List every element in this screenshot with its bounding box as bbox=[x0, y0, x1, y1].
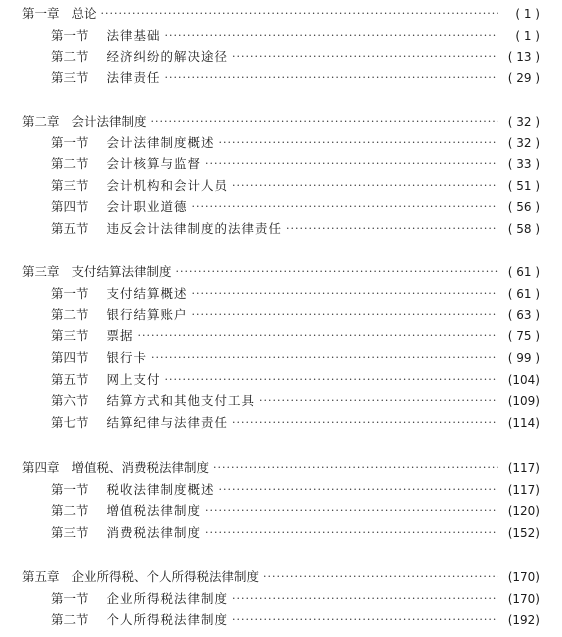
entry-title: 银行卡 bbox=[106, 350, 148, 365]
toc-section-entry[interactable] bbox=[51, 177, 540, 195]
entry-number: 第三章 bbox=[22, 264, 60, 279]
leader-dots bbox=[213, 459, 498, 477]
toc-section-entry[interactable] bbox=[51, 155, 540, 173]
toc-section-entry[interactable] bbox=[51, 502, 540, 520]
entry-page-number: ( 63 ) bbox=[507, 308, 540, 322]
leader-dots bbox=[165, 69, 498, 87]
entry-page-number: (104) bbox=[507, 373, 540, 387]
toc-section-entry[interactable] bbox=[51, 349, 540, 367]
leader-dots bbox=[205, 502, 498, 520]
entry-number: 第二节 bbox=[51, 156, 89, 171]
leader-dots bbox=[151, 349, 498, 367]
entry-page-number: ( 13 ) bbox=[507, 50, 540, 64]
toc-section-entry[interactable] bbox=[51, 371, 540, 389]
toc-chapter-entry[interactable] bbox=[22, 263, 540, 281]
entry-page-number: ( 51 ) bbox=[507, 179, 540, 193]
entry-page-number: ( 58 ) bbox=[507, 222, 540, 236]
entry-page-number: (117) bbox=[507, 461, 540, 475]
toc-section-entry[interactable] bbox=[51, 220, 540, 238]
leader-dots bbox=[219, 481, 498, 499]
entry-title: 法律责任 bbox=[106, 70, 161, 85]
toc-section-entry[interactable] bbox=[51, 392, 540, 410]
entry-title: 会计职业道德 bbox=[106, 199, 188, 214]
entry-number: 第三节 bbox=[51, 178, 89, 193]
leader-dots bbox=[232, 414, 498, 432]
entry-number: 第一节 bbox=[51, 135, 89, 150]
entry-title: 结算方式和其他支付工具 bbox=[106, 393, 256, 408]
entry-title: 消费税法律制度 bbox=[106, 525, 202, 540]
entry-title: 增值税法律制度 bbox=[106, 503, 202, 518]
entry-title: 会计核算与监督 bbox=[106, 156, 202, 171]
toc-section-entry[interactable] bbox=[51, 27, 540, 45]
entry-number: 第三节 bbox=[51, 328, 89, 343]
entry-title: 企业所得税、个人所得税法律制度 bbox=[71, 569, 260, 584]
entry-title: 个人所得税法律制度 bbox=[106, 612, 229, 627]
leader-dots bbox=[219, 134, 498, 152]
entry-title: 票据 bbox=[106, 328, 134, 343]
entry-number: 第二节 bbox=[51, 307, 89, 322]
toc-chapter-entry[interactable] bbox=[22, 568, 540, 586]
leader-dots bbox=[151, 113, 498, 131]
entry-number: 第一章 bbox=[22, 6, 60, 21]
entry-title: 总论 bbox=[71, 6, 97, 21]
leader-dots bbox=[263, 568, 498, 586]
entry-number: 第一节 bbox=[51, 482, 89, 497]
entry-title: 结算纪律与法律责任 bbox=[106, 415, 229, 430]
entry-page-number: ( 99 ) bbox=[507, 351, 540, 365]
entry-page-number: (170) bbox=[507, 592, 540, 606]
toc-section-entry[interactable] bbox=[51, 327, 540, 345]
leader-dots bbox=[176, 263, 498, 281]
toc-section-entry[interactable] bbox=[51, 134, 540, 152]
leader-dots bbox=[205, 155, 498, 173]
entry-page-number: ( 75 ) bbox=[507, 329, 540, 343]
leader-dots bbox=[232, 48, 498, 66]
toc-section-entry[interactable] bbox=[51, 48, 540, 66]
entry-number: 第四节 bbox=[51, 350, 89, 365]
leader-dots bbox=[232, 590, 498, 608]
leader-dots bbox=[192, 285, 498, 303]
entry-number: 第四节 bbox=[51, 199, 89, 214]
leader-dots bbox=[138, 327, 498, 345]
entry-page-number: (114) bbox=[507, 416, 540, 430]
entry-title: 税收法律制度概述 bbox=[106, 482, 215, 497]
entry-number: 第五节 bbox=[51, 221, 89, 236]
entry-number: 第二节 bbox=[51, 49, 89, 64]
entry-number: 第二节 bbox=[51, 503, 89, 518]
leader-dots bbox=[286, 220, 498, 238]
toc-section-entry[interactable] bbox=[51, 611, 540, 629]
leader-dots bbox=[101, 5, 498, 23]
toc-section-entry[interactable] bbox=[51, 285, 540, 303]
entry-number: 第一节 bbox=[51, 28, 89, 43]
entry-title: 会计法律制度概述 bbox=[106, 135, 215, 150]
entry-number: 第三节 bbox=[51, 70, 89, 85]
entry-page-number: (120) bbox=[507, 504, 540, 518]
toc-chapter-entry[interactable] bbox=[22, 459, 540, 477]
entry-page-number: ( 29 ) bbox=[507, 71, 540, 85]
entry-title: 会计法律制度 bbox=[71, 114, 147, 129]
entry-title: 违反会计法律制度的法律责任 bbox=[106, 221, 283, 236]
entry-number: 第七节 bbox=[51, 415, 89, 430]
leader-dots bbox=[192, 198, 498, 216]
toc-chapter-entry[interactable] bbox=[22, 113, 540, 131]
entry-number: 第一节 bbox=[51, 286, 89, 301]
leader-dots bbox=[205, 524, 498, 542]
entry-number: 第四章 bbox=[22, 460, 60, 475]
entry-page-number: (109) bbox=[507, 394, 540, 408]
entry-page-number: ( 61 ) bbox=[507, 287, 540, 301]
entry-number: 第二章 bbox=[22, 114, 60, 129]
entry-page-number: ( 33 ) bbox=[507, 157, 540, 171]
leader-dots bbox=[259, 392, 498, 410]
entry-title: 会计机构和会计人员 bbox=[106, 178, 229, 193]
entry-page-number: (152) bbox=[507, 526, 540, 540]
leader-dots bbox=[232, 611, 498, 629]
toc-section-entry[interactable] bbox=[51, 524, 540, 542]
toc-section-entry[interactable] bbox=[51, 414, 540, 432]
entry-page-number: (192) bbox=[507, 613, 540, 627]
toc-section-entry[interactable] bbox=[51, 481, 540, 499]
entry-page-number: ( 32 ) bbox=[507, 136, 540, 150]
entry-title: 企业所得税法律制度 bbox=[106, 591, 229, 606]
entry-title: 法律基础 bbox=[106, 28, 161, 43]
entry-number: 第五章 bbox=[22, 569, 60, 584]
toc-section-entry[interactable] bbox=[51, 198, 540, 216]
entry-page-number: ( 32 ) bbox=[507, 115, 540, 129]
entry-title: 经济纠纷的解决途径 bbox=[106, 49, 229, 64]
entry-page-number: (117) bbox=[507, 483, 540, 497]
entry-title: 支付结算法律制度 bbox=[71, 264, 172, 279]
entry-title: 银行结算账户 bbox=[106, 307, 188, 322]
entry-title: 支付结算概述 bbox=[106, 286, 188, 301]
entry-number: 第三节 bbox=[51, 525, 89, 540]
leader-dots bbox=[232, 177, 498, 195]
entry-page-number: ( 61 ) bbox=[507, 265, 540, 279]
entry-page-number: (170) bbox=[507, 570, 540, 584]
leader-dots bbox=[192, 306, 498, 324]
entry-number: 第二节 bbox=[51, 612, 89, 627]
leader-dots bbox=[165, 27, 498, 45]
toc-section-entry[interactable] bbox=[51, 306, 540, 324]
toc-section-entry[interactable] bbox=[51, 69, 540, 87]
entry-number: 第一节 bbox=[51, 591, 89, 606]
entry-title: 增值税、消费税法律制度 bbox=[71, 460, 210, 475]
toc-section-entry[interactable] bbox=[51, 590, 540, 608]
entry-page-number: ( 56 ) bbox=[507, 200, 540, 214]
leader-dots bbox=[165, 371, 498, 389]
entry-title: 网上支付 bbox=[106, 372, 161, 387]
entry-number: 第五节 bbox=[51, 372, 89, 387]
entry-page-number: ( 1 ) bbox=[515, 29, 540, 43]
toc-chapter-entry[interactable] bbox=[22, 5, 540, 23]
entry-page-number: ( 1 ) bbox=[515, 7, 540, 21]
entry-number: 第六节 bbox=[51, 393, 89, 408]
